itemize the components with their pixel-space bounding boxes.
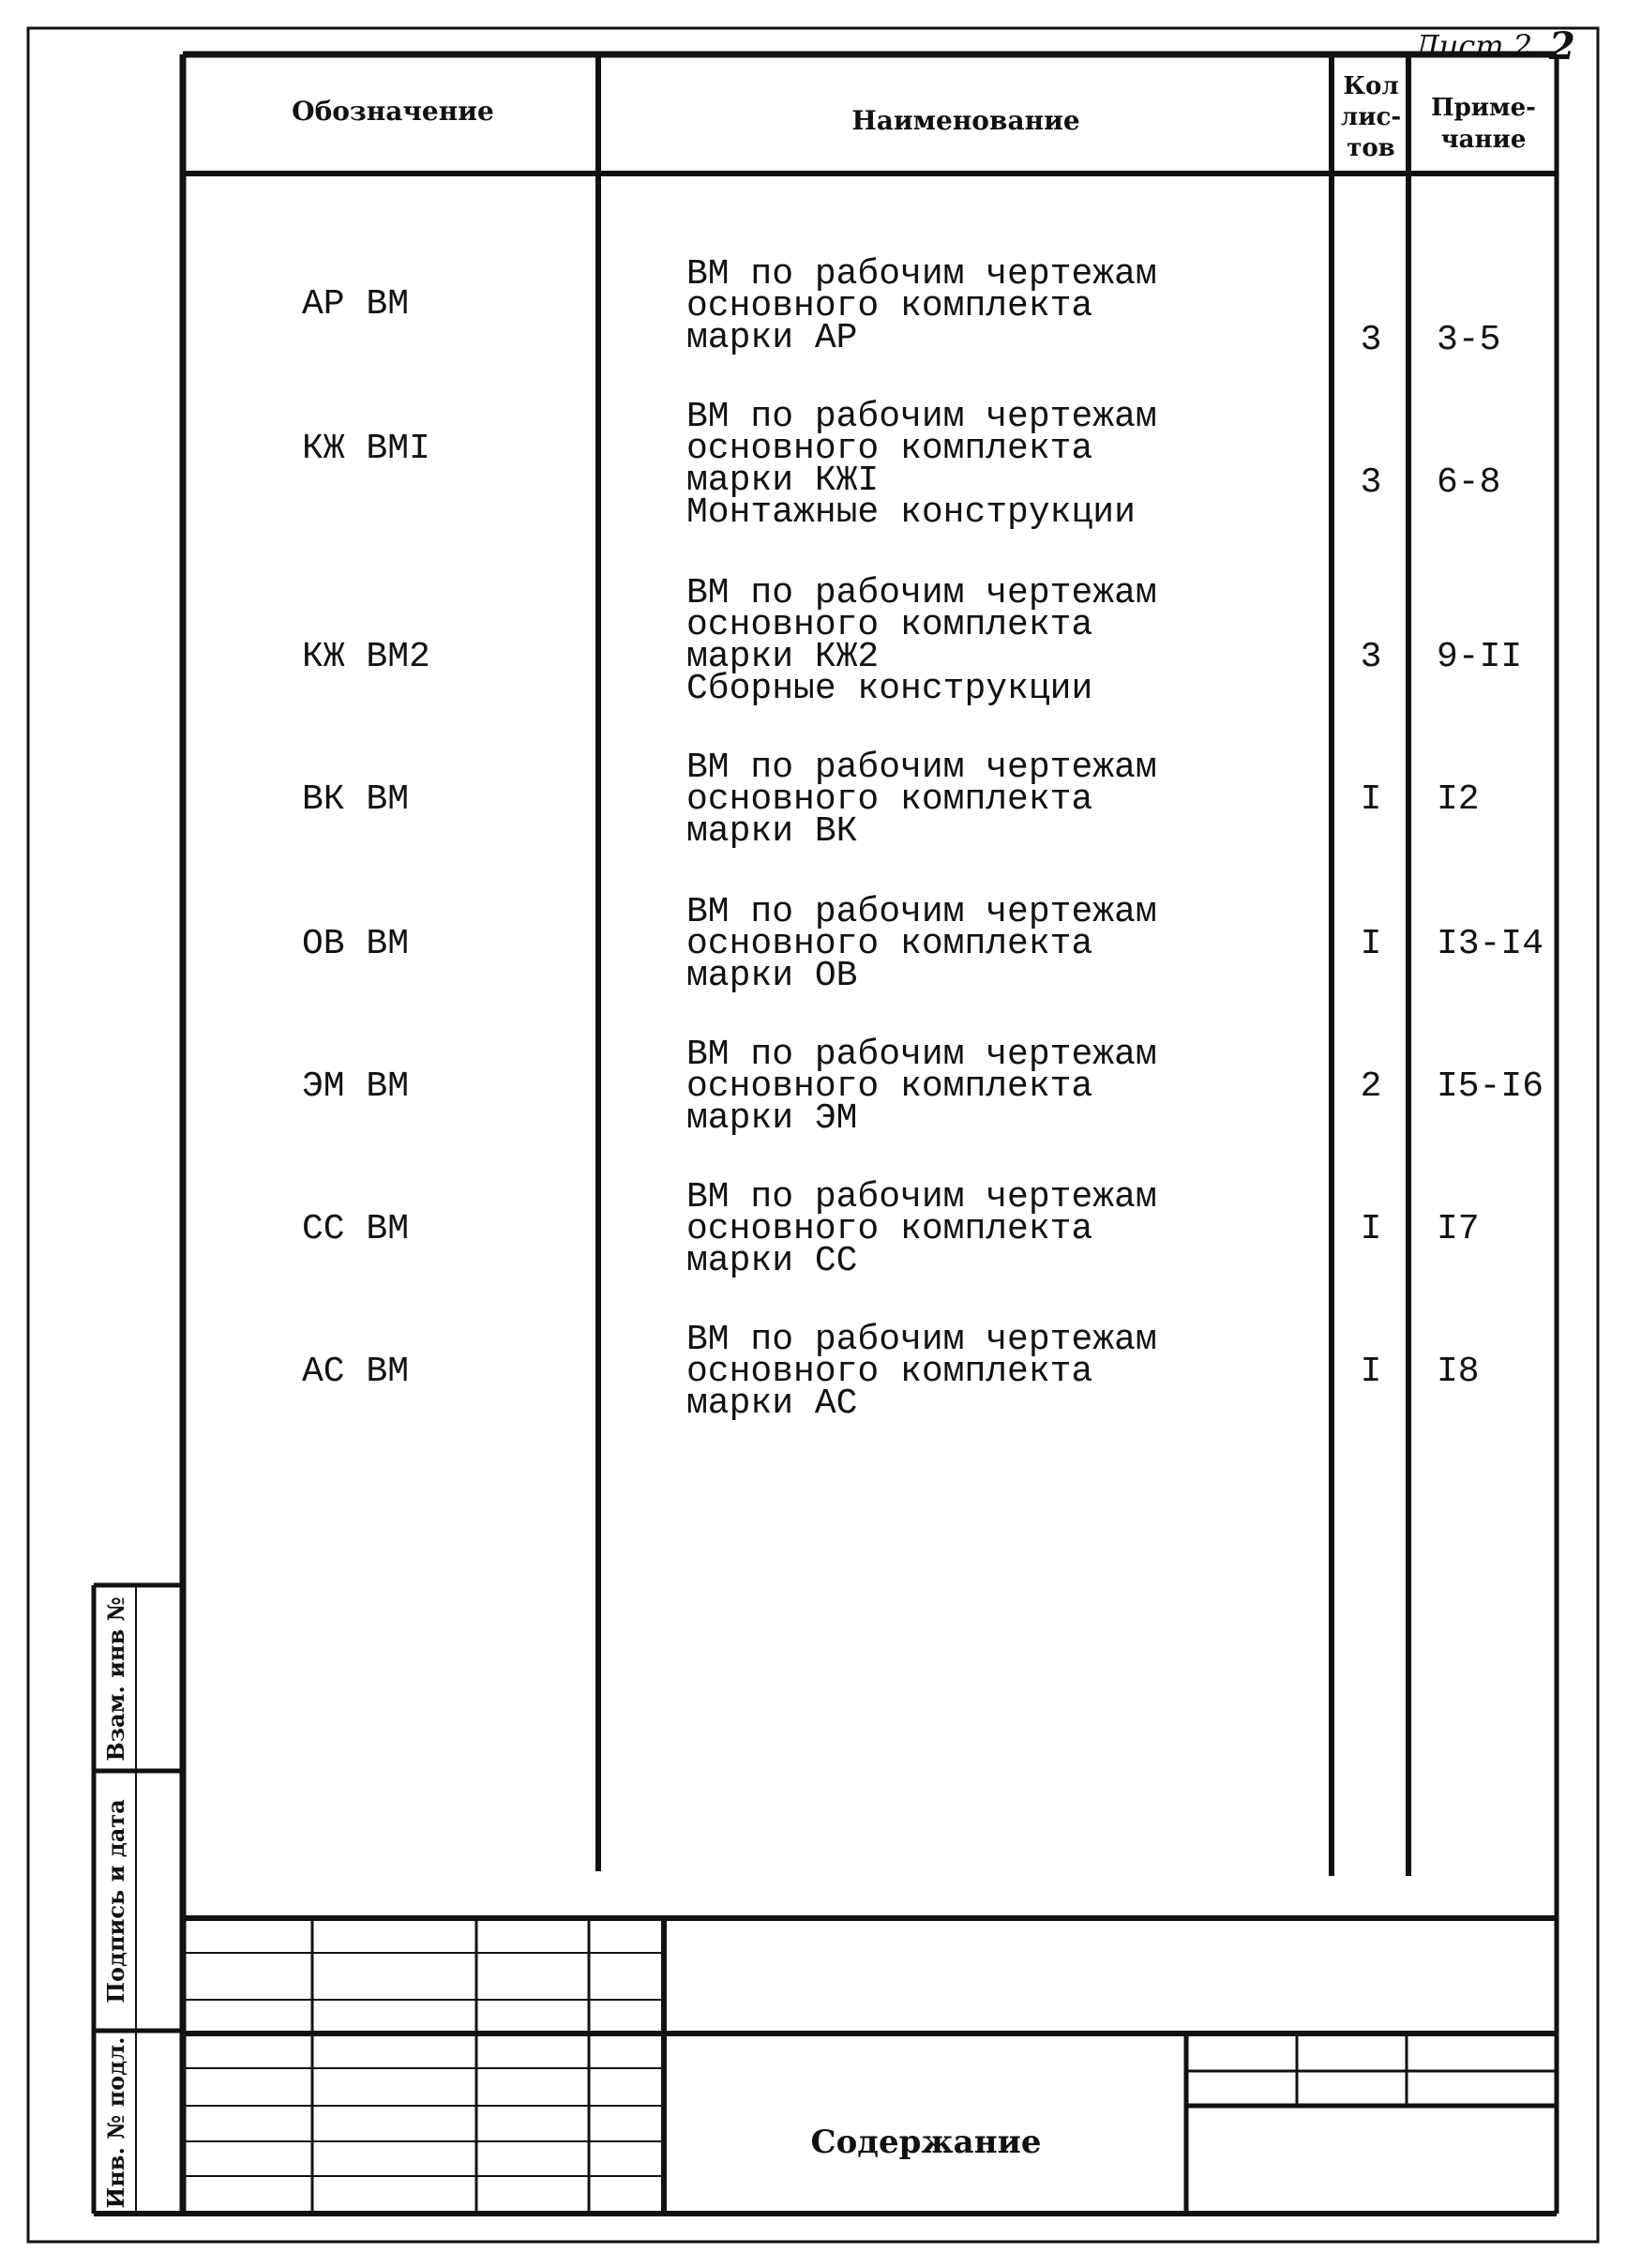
row-sheets: 3: [1360, 462, 1382, 503]
side-stamp-vzam: Взам. инв №: [102, 1596, 129, 1761]
row-designation: АС ВМ: [302, 1352, 410, 1392]
header-name: Наименование: [851, 105, 1080, 136]
header-designation: Обозначение: [292, 96, 494, 127]
row-sheets: 3: [1360, 320, 1382, 360]
row-name: ВМ по рабочим чертежам основного комплекта марки АС: [686, 1320, 1157, 1424]
row-designation: ВК ВМ: [302, 779, 410, 820]
row-name: ВМ по рабочим чертежам основного комплекта марки ЭМ: [686, 1035, 1157, 1139]
row-sheets: I: [1360, 1352, 1382, 1392]
row-note: I3-I4: [1437, 924, 1544, 964]
row-name: ВМ по рабочим чертежам основного комплекта марки ВК: [686, 748, 1157, 852]
row-name: ВМ по рабочим чертежам основного комплекта марки ОВ: [686, 892, 1157, 996]
row-name: ВМ по рабочим чертежам основного комплекта марки КЖ2 Сборные конструкции: [686, 573, 1157, 709]
row-name: ВМ по рабочим чертежам основного комплекта марки КЖI Монтажные конструкции: [686, 397, 1157, 533]
row-note: I2: [1437, 779, 1480, 820]
row-note: I7: [1437, 1209, 1480, 1249]
row-designation: КЖ ВМ2: [302, 637, 430, 677]
row-sheets: 2: [1360, 1066, 1382, 1107]
row-note: 9-II: [1437, 637, 1523, 677]
row-designation: СС ВМ: [302, 1209, 410, 1249]
side-stamp-podpis: Подпись и дата: [102, 1799, 129, 2003]
side-stamp-inv: Инв. № подл.: [102, 2036, 129, 2209]
row-designation: ОВ ВМ: [302, 924, 410, 964]
row-designation: КЖ ВМI: [302, 429, 430, 469]
header-note: Приме- чание: [1431, 94, 1536, 154]
row-note: I8: [1437, 1352, 1480, 1392]
row-designation: АР ВМ: [302, 284, 410, 325]
title-block-title: Содержание: [810, 2124, 1042, 2161]
row-sheets: I: [1360, 1209, 1382, 1249]
row-name: ВМ по рабочим чертежам основного комплекта марки СС: [686, 1177, 1157, 1281]
row-sheets: I: [1360, 924, 1382, 964]
header-sheets-count: Кол лис- тов: [1340, 72, 1402, 162]
row-note: 3-5: [1437, 320, 1501, 360]
row-name: ВМ по рабочим чертежам основного комплекта марки АР: [686, 254, 1157, 358]
row-note: 6-8: [1437, 462, 1501, 503]
row-sheets: 3: [1360, 637, 1382, 677]
row-sheets: I: [1360, 779, 1382, 820]
sheet-label: Лист 2: [1414, 28, 1533, 64]
sheet-number: 2: [1549, 24, 1575, 68]
row-note: I5-I6: [1437, 1066, 1544, 1107]
row-designation: ЭМ ВМ: [302, 1066, 410, 1107]
